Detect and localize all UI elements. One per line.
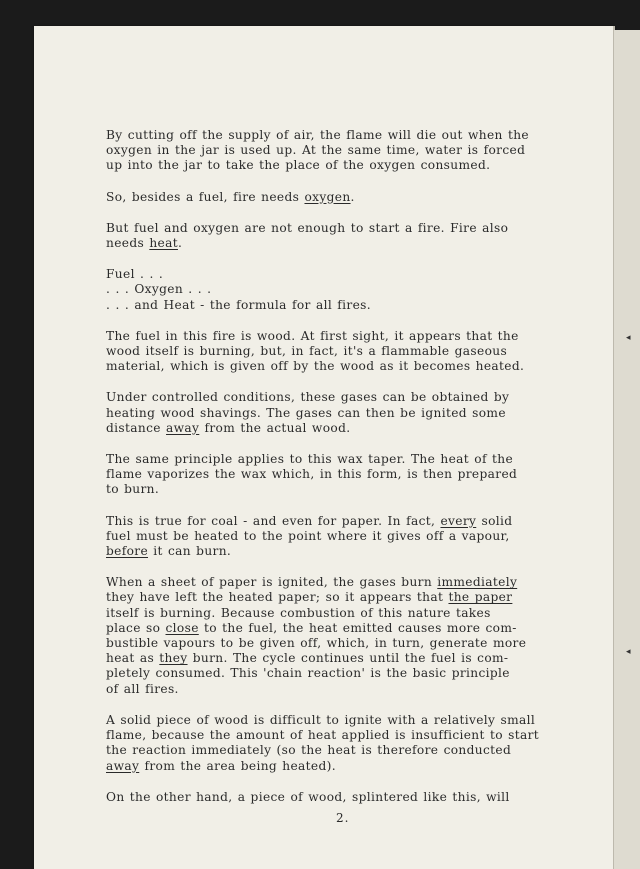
text-line [106,158,576,173]
text-line [106,590,576,605]
text-segment: The same principle applies to this wax taper. The heat of the [106,452,514,467]
text-segment: bustible vapours to be given off, which, in turn, generate more [106,636,527,651]
text-segment: fuel must be heated to the point where it gives off a vapour, [106,528,510,543]
underlined-word: immediately [437,575,518,590]
text-segment: . [350,189,355,204]
text-segment: material, which is given off by the wood as it becomes heated. [106,359,525,374]
text-line [106,682,576,697]
text-line [106,406,576,421]
text-line [106,544,576,559]
underlined-word: every [440,513,477,528]
text-segment: By cutting off the supply of air, the flame will die out when the [106,128,529,142]
paragraph [106,190,576,205]
text-segment: of all fires. [106,681,179,696]
underlined-word: away [106,758,140,773]
text-line [106,666,576,681]
text-line [106,190,576,205]
text-line [106,713,576,728]
text-segment: place so [106,620,166,635]
text-line [106,482,576,497]
text-line [106,267,576,282]
text-segment: Fuel . . . [106,267,164,282]
text-segment: On the other hand, a piece of wood, splintered like this, will [106,789,510,804]
text-line [106,728,576,743]
text-line [106,651,576,666]
underlined-word: the paper [448,590,513,605]
text-segment: But fuel and oxygen are not enough to start a fire. Fire also [106,220,509,235]
text-line [106,743,576,758]
text-segment: . [177,236,183,251]
text-line [106,143,576,158]
paragraph [106,713,576,774]
text-segment: to burn. [106,482,160,497]
text-segment: to the fuel, the heat emitted causes more com- [198,620,517,635]
text-segment: This is true for coal - and even for paper. In fact, [106,513,441,528]
text-segment: The fuel in this fire is wood. At first sight, it appears that the [106,328,519,343]
text-segment: it can burn. [148,544,232,559]
text-line [106,452,576,467]
text-line [106,467,576,482]
paragraph [106,390,576,436]
text-line [106,128,576,143]
text-segment: from the area being heated). [139,758,336,773]
paragraph [106,128,576,174]
paragraph [106,514,576,560]
text-line [106,621,576,636]
margin-mark: ◂ [626,333,631,343]
text-line [106,606,576,621]
text-line [106,636,576,651]
paragraph [106,267,576,313]
paragraph [106,329,576,375]
text-segment: heat as [106,651,160,666]
text-segment: pletely consumed. This 'chain reaction' is the basic principle [106,666,510,681]
text-segment: Under controlled conditions, these gases can be obtained by [106,390,510,405]
text-segment: heating wood shavings. The gases can then be ignited some [106,405,506,420]
text-segment: up into the jar to take the place of the oxygen consumed. [106,158,491,173]
text-line [106,514,576,529]
underlined-word: heat [149,236,178,251]
text-line [106,359,576,374]
text-segment: wood itself is burning, but, in fact, it's a flammable gaseous [106,344,508,359]
paragraph [106,575,576,697]
text-segment: the reaction immediately (so the heat is therefore conducted [106,743,512,758]
underlined-word: close [165,620,199,635]
paragraph [106,221,576,251]
text-line [106,329,576,344]
paragraph [106,452,576,498]
underlined-word: away [166,420,200,435]
text-segment: . . . and Heat - the formula for all fires. [106,297,371,312]
text-line [106,575,576,590]
text-segment: oxygen in the jar is used up. At the same time, water is forced [106,143,526,158]
paragraph [106,790,576,805]
body-text [106,128,576,821]
text-line [106,221,576,236]
text-segment: . . . Oxygen . . . [106,282,212,297]
text-line [106,529,576,544]
next-page-edge [614,30,640,869]
text-segment: When a sheet of paper is ignited, the gases burn [106,575,438,590]
text-line [106,344,576,359]
text-segment: from the actual wood. [199,420,351,435]
underlined-word: oxygen [304,189,351,204]
text-segment: itself is burning. Because combustion of this nature takes [106,605,491,620]
text-line [106,282,576,297]
text-segment: needs [106,236,150,251]
underlined-word: they [159,651,188,666]
text-line [106,790,576,805]
text-line [106,236,576,251]
underlined-word: before [106,544,149,559]
page-number: 2. [336,811,350,825]
text-segment: A solid piece of wood is difficult to ignite with a relatively small [106,712,536,727]
margin-mark: ◂ [626,647,631,657]
text-line [106,759,576,774]
text-segment: So, besides a fuel, fire needs [106,189,305,204]
text-line [106,298,576,313]
text-segment: distance [106,420,167,435]
text-segment: they have left the heated paper; so it appears that [106,590,449,605]
text-segment: burn. The cycle continues until the fuel is com- [187,651,509,666]
text-segment: solid [476,513,513,528]
text-segment: flame, because the amount of heat applied is insufficient to start [106,728,540,743]
text-line [106,390,576,405]
text-line [106,421,576,436]
text-segment: flame vaporizes the wax which, in this form, is then prepared [106,467,518,482]
